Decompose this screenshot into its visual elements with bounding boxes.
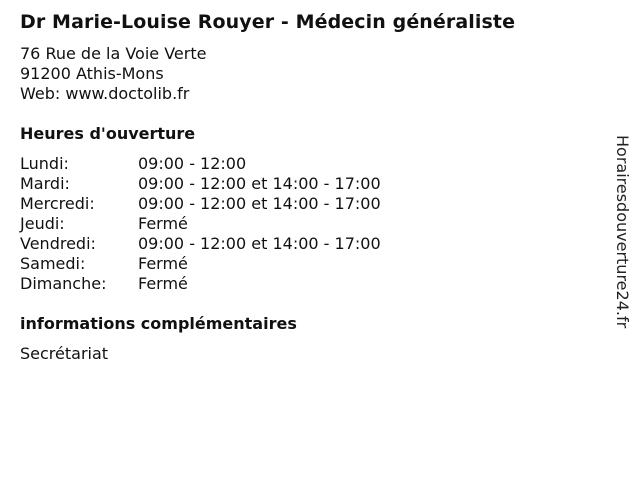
hours-row-sunday	[20, 274, 381, 294]
time-value: 09:00 - 12:00 et 14:00 - 17:00	[138, 234, 381, 253]
time-value: 09:00 - 12:00 et 14:00 - 17:00	[138, 194, 381, 213]
hours-row-monday	[20, 154, 381, 174]
additional-info-heading: informations complémentaires	[20, 314, 297, 333]
day-label: Jeudi:	[20, 214, 65, 233]
hours-row-thursday	[20, 214, 381, 234]
opening-hours-heading: Heures d'ouverture	[20, 124, 196, 143]
opening-hours-list	[20, 154, 381, 294]
day-label: Vendredi:	[20, 234, 96, 253]
address-block	[20, 44, 206, 104]
day-label: Mardi:	[20, 174, 70, 193]
city-address: 91200 Athis-Mons	[20, 64, 164, 83]
website-text: Web: www.doctolib.fr	[20, 84, 190, 103]
time-value: 09:00 - 12:00	[138, 154, 247, 173]
time-value: Fermé	[138, 214, 188, 233]
hours-row-friday	[20, 234, 381, 254]
time-value: 09:00 - 12:00 et 14:00 - 17:00	[138, 174, 381, 193]
additional-info-text: Secrétariat	[20, 344, 109, 363]
hours-row-saturday	[20, 254, 381, 274]
page-title: Dr Marie-Louise Rouyer - Médecin généraliste	[20, 11, 516, 33]
day-label: Dimanche:	[20, 274, 107, 293]
street-address: 76 Rue de la Voie Verte	[20, 44, 207, 63]
time-value: Fermé	[138, 254, 188, 273]
day-label: Lundi:	[20, 154, 69, 173]
hours-row-wednesday	[20, 194, 381, 214]
time-value: Fermé	[138, 274, 188, 293]
hours-row-tuesday	[20, 174, 381, 194]
day-label: Mercredi:	[20, 194, 95, 213]
site-watermark: Horairesdouverture24.fr	[613, 135, 632, 329]
day-label: Samedi:	[20, 254, 86, 273]
